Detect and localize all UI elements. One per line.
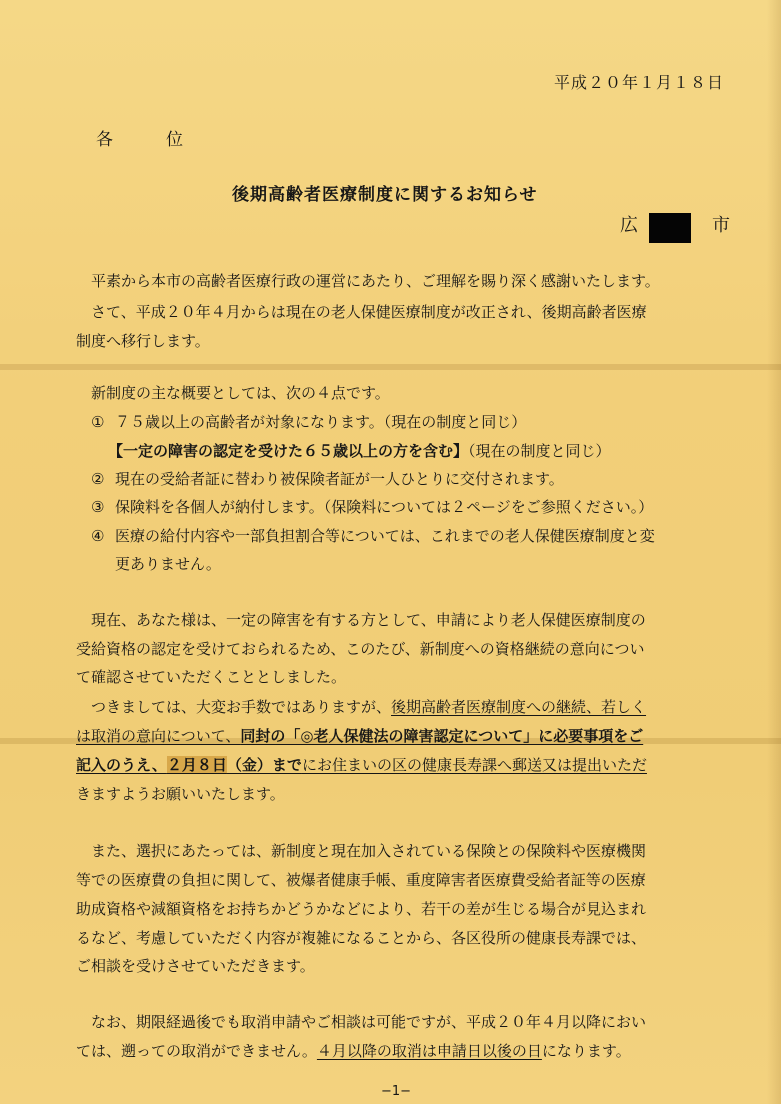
request-line-4: きますようお願いいたします。 — [76, 785, 285, 803]
overview-item-1-sub-bold: 【一定の障害の認定を受けた６５歳以上の方を含む】 — [108, 442, 469, 460]
overview-item-2: 現在の受給者証に替わり被保険者証が一人ひとりに交付されます。 — [115, 470, 564, 488]
overview-item-3-number: ③ — [91, 498, 105, 516]
choice-line-5: ご相談を受けさせていただきます。 — [76, 957, 315, 975]
overview-item-3: 保険料を各個人が納付します。（保険料については２ページをご参照ください。） — [115, 498, 654, 516]
intro-line-2: さて、平成２０年４月からは現在の老人保健医療制度が改正され、後期高齢者医療 — [91, 303, 647, 321]
request-line-3-underlined: にお住まいの区の健康長寿課へ郵送又は提出いただ — [301, 756, 647, 774]
document-title: 後期高齢者医療制度に関するお知らせ — [232, 185, 538, 205]
paper-fold-line — [0, 364, 781, 370]
request-line-3-bold: 記入のうえ、 — [76, 756, 167, 774]
overview-item-1-sub — [108, 441, 611, 461]
addressee: 各 位 — [96, 130, 201, 150]
overview-item-4: 医療の給付内容や一部負担割合等については、これまでの老人保健医療制度と変 — [115, 527, 655, 545]
deadline-line-2-underlined: ４月以降の取消は申請日以後の日 — [316, 1042, 542, 1060]
request-line-2 — [76, 726, 643, 746]
overview-item-1-sub-note: （現在の制度と同じ） — [468, 442, 611, 460]
request-deadline-date: ２月８日 — [166, 756, 227, 774]
sender-prefix: 広 — [620, 215, 638, 236]
request-line-1-plain: つきましては、大変お手数ではありますが、 — [91, 698, 392, 716]
request-line-1-underlined: 後期高齢者医療制度への継続、若しく — [391, 698, 647, 716]
overview-lead: 新制度の主な概要としては、次の４点です。 — [91, 384, 390, 402]
overview-item-1-number: ① — [91, 413, 105, 431]
document-date: 平成２０年１月１８日 — [554, 73, 725, 92]
redaction-block — [649, 213, 691, 243]
request-line-2-underlined: は取消の意向について、 — [76, 727, 241, 745]
request-line-2-bold: 同封の「◎老人保健法の障害認定について」に必要事項をご — [240, 727, 644, 745]
overview-item-4-number: ④ — [91, 527, 105, 545]
current-status-line-2: 受給資格の認定を受けておられるため、このたび、新制度への資格継続の意向につい — [76, 640, 645, 658]
intro-line-3: 制度へ移行します。 — [76, 332, 210, 350]
request-deadline-weekday: （金）まで — [226, 756, 302, 774]
paper-edge-shadow — [767, 0, 781, 1104]
current-status-line-3: て確認させていただくこととしました。 — [76, 668, 347, 686]
deadline-line-2 — [76, 1041, 631, 1061]
choice-line-2: 等での医療費の負担に関して、被爆者健康手帳、重度障害者医療費受給者証等の医療 — [76, 871, 646, 889]
deadline-line-1: なお、期限経過後でも取消申請やご相談は可能ですが、平成２０年４月以降におい — [91, 1013, 647, 1031]
deadline-line-2-plain: ては、遡っての取消ができません。 — [76, 1042, 317, 1060]
overview-item-4-continued: 更ありません。 — [115, 555, 221, 573]
sender-suffix: 市 — [712, 215, 730, 236]
choice-line-4: るなど、考慮していただく内容が複雑になることから、各区役所の健康長寿課では、 — [76, 929, 647, 947]
page-number: −1− — [381, 1084, 412, 1099]
intro-line-1: 平素から本市の高齢者医療行政の運営にあたり、ご理解を賜り深く感謝いたします。 — [91, 272, 660, 290]
overview-item-2-number: ② — [91, 470, 105, 488]
choice-line-1: また、選択にあたっては、新制度と現在加入されている保険との保険料や医療機関 — [91, 842, 647, 860]
overview-item-1: ７５歳以上の高齢者が対象になります。（現在の制度と同じ） — [115, 413, 527, 431]
deadline-line-2-end: になります。 — [541, 1042, 631, 1060]
request-line-1 — [91, 697, 646, 717]
choice-line-3: 助成資格や減額資格をお持ちかどうかなどにより、若干の差が生じる場合が見込まれ — [76, 900, 647, 918]
current-status-line-1: 現在、あなた様は、一定の障害を有する方として、申請により老人保健医療制度の — [91, 611, 646, 629]
request-line-3 — [76, 755, 647, 775]
